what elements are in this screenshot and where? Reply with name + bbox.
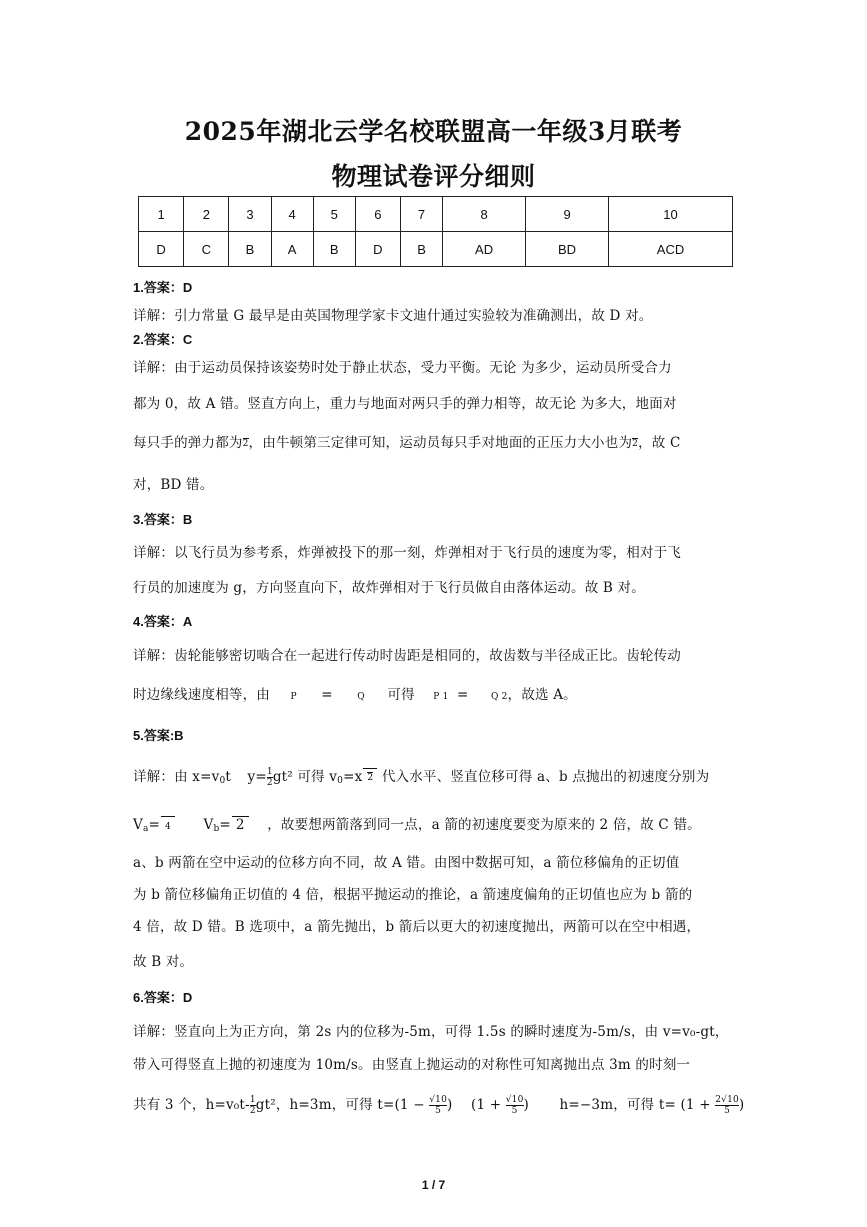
fraction-numerator: √10 (429, 1095, 448, 1105)
title-line-2: 物理试卷评分细则 (331, 162, 536, 191)
table-cell: 1 (139, 197, 184, 232)
q5-text: 可得 v (297, 769, 338, 785)
q6-heading: 6.答案：D (133, 990, 193, 1005)
table-cell: 6 (355, 197, 400, 232)
fraction-denominator: 2 (249, 1106, 256, 1116)
q6-line: 详解：竖直向上为正方向，第 2s 内的位移为-5m，可得 1.5s 的瞬时速度为-5m/s，由 v=v₀-gt， (133, 1024, 729, 1040)
q5-text: 代入水平、竖直位移可得 a、b 点抛出的初速度分别为 (381, 769, 710, 785)
q5-line (133, 765, 709, 788)
title-line-1: 2025年湖北云学名校联盟高一年级3月联考 (184, 117, 683, 146)
fraction (367, 772, 373, 783)
q6-text: ) (738, 1097, 745, 1113)
q4-symbol: Q 2 (491, 692, 508, 702)
q6-text: gt²，h=3m，可得 t=(1 − (255, 1097, 425, 1113)
q3-line: 详解：以飞行员为参考系，炸弹被投下的那一刻，炸弹相对于飞行员的速度为零，相对于飞 (133, 545, 681, 561)
q2-text: 每只手的弹力都为 (133, 435, 243, 451)
radicand: 4 (165, 822, 171, 832)
q3-heading: 3.答案：B (133, 512, 193, 527)
q3-line: 行员的加速度为 g，方向竖直向下，故炸弹相对于飞行员做自由落体运动。故 B 对。 (133, 580, 645, 596)
table-cell: A (271, 232, 313, 267)
q6-text: 共有 3 个，h=v₀t- (133, 1097, 250, 1113)
page-number: 1 / 7 (421, 1178, 446, 1192)
table-cell: 5 (313, 197, 355, 232)
fraction-numerator: 1 (249, 1095, 256, 1105)
fraction-numerator: 2√10 (715, 1095, 739, 1105)
q4-line (133, 683, 577, 703)
fraction (506, 1095, 524, 1116)
q5-text: = (219, 817, 231, 833)
q6-line: 带入可得竖直上抛的初速度为 10m/s。由竖直上抛运动的对称性可知离抛出点 3m 的时刻一 (133, 1057, 691, 1073)
q6-text: h=−3m，可得 t= (1 + (559, 1097, 711, 1113)
q5-line (133, 813, 701, 834)
fraction-denominator: 5 (429, 1105, 447, 1116)
q2-line: 详解：由于运动员保持该姿势时处于静止状态，受力平衡。无论 为多少，运动员所受合力 (133, 360, 672, 376)
q6-text: (1 + (470, 1097, 502, 1113)
q4-symbol: = (457, 687, 469, 703)
q5-text: V (133, 817, 143, 833)
table-cell: 2 (184, 197, 229, 232)
table-cell: D (139, 232, 184, 267)
q4-text: 时边缘线速度相等，由 (133, 687, 270, 703)
q5-text: y= (247, 769, 267, 785)
table-cell: 9 (526, 197, 609, 232)
fraction-numerator: √10 (505, 1095, 524, 1105)
fraction-denominator: 2 (242, 439, 249, 449)
q5-text: 详解：由 x=v (133, 769, 220, 785)
fraction-denominator: 2 (632, 439, 639, 449)
q5-line: 故 B 对。 (133, 954, 194, 970)
table-cell: 4 (271, 197, 313, 232)
q2-line: 对，BD 错。 (133, 477, 214, 493)
table-cell: 3 (229, 197, 271, 232)
fraction-denominator: 5 (715, 1105, 739, 1116)
table-cell: AD (443, 232, 526, 267)
q2-line (133, 431, 681, 451)
q4-symbol: = (321, 687, 333, 703)
subscript: b (213, 824, 220, 834)
square-root (161, 816, 175, 833)
q5-text: ，故要想两箭落到同一点，a 箭的初速度要变为原来的 2 倍，故 C 错。 (267, 817, 701, 833)
q5-text: V (203, 817, 214, 833)
subscript: a (142, 824, 149, 834)
table-cell: C (184, 232, 229, 267)
q4-symbol: Q (357, 692, 365, 702)
table-cell: 7 (400, 197, 442, 232)
q4-symbol: P (290, 692, 297, 702)
table-cell: 10 (609, 197, 733, 232)
square-root (232, 816, 249, 833)
fraction-numerator: 1 (266, 767, 273, 777)
q5-text: =x (343, 769, 363, 785)
q4-line: 详解：齿轮能够密切啮合在一起进行传动时齿距是相同的，故齿数与半径成正比。齿轮传动 (133, 648, 681, 664)
table-row-numbers (139, 197, 733, 232)
q4-text: ，故选 A。 (507, 687, 577, 703)
fraction (429, 1095, 447, 1116)
q1-line: 详解：引力常量 G 最早是由英国物理学家卡文迪什通过实验较为准确测出，故 D 对。 (133, 308, 653, 324)
q6-line (133, 1093, 744, 1116)
q4-text: 可得 (387, 687, 415, 703)
fraction-denominator: 2 (266, 778, 273, 788)
q1-heading: 1.答案：D (133, 280, 193, 295)
q2-text: ，故 C (638, 435, 681, 451)
q5-text: gt² (272, 769, 293, 785)
q5-line: 为 b 箭位移偏角正切值的 4 倍，根据平抛运动的推论，a 箭速度偏角的正切值也应为 b 箭的 (133, 887, 693, 903)
table-cell: ACD (609, 232, 733, 267)
subscript: 0 (337, 776, 344, 786)
fraction-denominator: 2 (367, 773, 374, 783)
q2-line: 都为 0，故 A 错。竖直方向上，重力与地面对两只手的弹力相等，故无论 为多大，地面对 (133, 396, 677, 412)
table-cell: 8 (443, 197, 526, 232)
q5-text: t (225, 769, 232, 785)
q5-line: a、b 两箭在空中运动的位移方向不同，故 A 错。由图中数据可知，a 箭位移偏角的正切值 (133, 855, 680, 871)
q5-text: = (148, 817, 161, 833)
table-cell: D (355, 232, 400, 267)
radicand: 2 (235, 817, 245, 833)
q5-line: 4 倍，故 D 错。B 选项中，a 箭先抛出，b 箭后以更大的初速度抛出，两箭可以在空中相遇， (133, 919, 701, 935)
table-row-answers (139, 232, 733, 267)
table-cell: B (313, 232, 355, 267)
fraction-denominator: 5 (506, 1105, 524, 1116)
table-cell: B (400, 232, 442, 267)
fraction (715, 1095, 739, 1116)
q2-heading: 2.答案：C (133, 332, 193, 347)
square-root (363, 768, 377, 785)
q2-text: ，由牛顿第三定律可知，运动员每只手对地面的正压力大小也为 (248, 435, 633, 451)
subscript: 0 (219, 776, 226, 786)
q6-text: ) (523, 1097, 530, 1113)
q4-symbol: P 1 (433, 692, 449, 702)
table-cell: BD (526, 232, 609, 267)
q6-text: ) (447, 1097, 453, 1113)
q5-heading: 5.答案:B (133, 728, 184, 743)
answer-table (138, 196, 733, 267)
q4-heading: 4.答案：A (133, 614, 193, 629)
table-cell: B (229, 232, 271, 267)
